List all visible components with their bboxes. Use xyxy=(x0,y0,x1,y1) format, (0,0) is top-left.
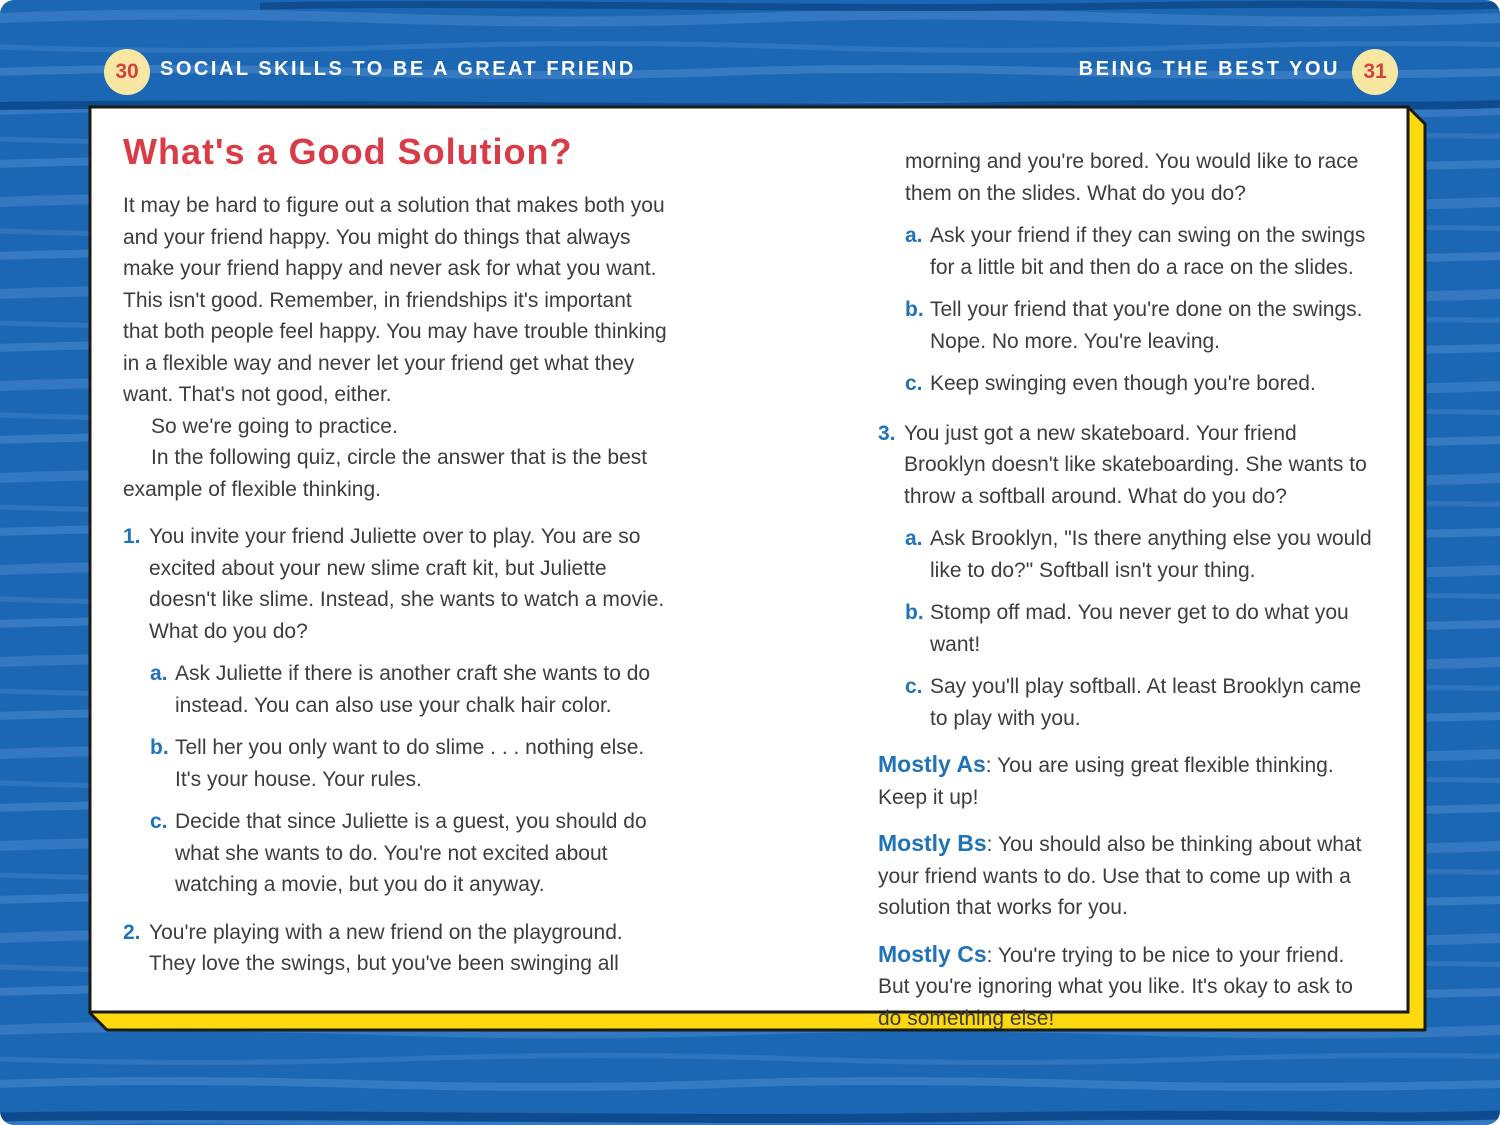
question-2-option-a xyxy=(905,220,1380,283)
question-2-text: You're playing with a new friend on the playground. They love the swings, but you've been swinging all xyxy=(149,920,623,975)
question-1-option-a xyxy=(150,658,671,721)
option-text: Ask Brooklyn, "Is there anything else you would like to do?" Softball isn't your thing. xyxy=(930,527,1372,582)
option-letter: c. xyxy=(905,372,923,395)
option-letter: b. xyxy=(150,736,169,759)
option-letter: a. xyxy=(150,662,168,685)
question-2-continuation: morning and you're bored. You would like to race them on the slides. What do you do? xyxy=(905,150,1359,205)
option-letter: b. xyxy=(905,601,924,624)
result-label-as: Mostly As xyxy=(878,751,986,777)
running-head-left: SOCIAL SKILLS TO BE A GREAT FRIEND xyxy=(160,58,636,80)
option-text: Stomp off mad. You never get to do what you want! xyxy=(930,601,1349,656)
quiz-instruction: In the following quiz, circle the answer that is the best example of flexible thinking. xyxy=(123,446,648,501)
page-number-badge-left xyxy=(104,49,150,95)
right-column xyxy=(878,146,1380,1034)
option-letter: a. xyxy=(905,224,923,247)
intro-paragraph: It may be hard to figure out a solution that makes both you and your friend happy. You might do things that always make your friend happy and never ask for what you want. This isn't good. Remember, in friendships it's important that both people feel happy. You may have trouble thinking in a flexible way and never let your friend get what they want. That's not good, either. xyxy=(123,194,667,406)
result-mostly-cs xyxy=(878,939,1380,1035)
question-3-option-c xyxy=(905,671,1380,734)
result-text-as: : You are using great flexible thinking. Keep it up! xyxy=(878,754,1334,809)
practice-line: So we're going to practice. xyxy=(151,414,398,438)
option-text: Ask your friend if they can swing on the swings for a little bit and then do a race on the slides. xyxy=(930,224,1366,279)
question-1-option-b xyxy=(150,732,671,795)
option-letter: a. xyxy=(905,527,923,550)
option-text: Keep swinging even though you're bored. xyxy=(930,372,1316,395)
question-2 xyxy=(123,917,671,980)
running-head-right: BEING THE BEST YOU xyxy=(1078,58,1340,80)
question-1-option-c xyxy=(150,806,671,901)
result-mostly-as xyxy=(878,749,1380,813)
result-text-bs: : You should also be thinking about what your friend wants to do. Use that to come up with a solution that works for you. xyxy=(878,833,1362,919)
result-label-bs: Mostly Bs xyxy=(878,830,987,856)
question-3 xyxy=(878,418,1380,513)
page-number-left: 30 xyxy=(115,60,139,83)
page-number-badge-right xyxy=(1352,49,1398,95)
option-letter: b. xyxy=(905,298,924,321)
question-1-text: You invite your friend Juliette over to play. You are so excited about your new slime craft kit, but Juliette doesn't like slime. Instead, she wants to watch a movie. What do you do? xyxy=(149,525,665,643)
question-2-option-c xyxy=(905,368,1380,400)
option-text: Decide that since Juliette is a guest, you should do what she wants to do. You're not excited about watching a movie, but you do it anyway. xyxy=(175,810,647,896)
result-mostly-bs xyxy=(878,828,1380,924)
result-text-cs: : You're trying to be nice to your friend. But you're ignoring what you like. It's okay to ask to do something else! xyxy=(878,943,1353,1030)
question-1 xyxy=(123,521,671,647)
option-letter: c. xyxy=(905,675,923,698)
question-3-option-b xyxy=(905,597,1380,660)
page-number-right: 31 xyxy=(1363,60,1387,83)
question-2-option-b xyxy=(905,294,1380,357)
option-text: Ask Juliette if there is another craft she wants to do instead. You can also use your chalk hair color. xyxy=(175,662,651,717)
question-3-option-a xyxy=(905,523,1380,586)
option-text: Say you'll play softball. At least Brooklyn came to play with you. xyxy=(930,675,1362,730)
result-label-cs: Mostly Cs xyxy=(878,940,987,967)
option-text: Tell your friend that you're done on the swings. Nope. No more. You're leaving. xyxy=(930,298,1363,353)
option-text: Tell her you only want to do slime . . . nothing else. It's your house. Your rules. xyxy=(175,736,645,791)
question-3-text: You just got a new skateboard. Your friend Brooklyn doesn't like skateboarding. She wants to throw a softball around. What do you do? xyxy=(904,421,1367,508)
page-title: What's a Good Solution? xyxy=(123,131,573,172)
question-1-number: 1. xyxy=(123,525,141,548)
left-column xyxy=(123,132,671,980)
option-letter: c. xyxy=(150,810,168,833)
question-2-number: 2. xyxy=(123,920,141,944)
question-3-number: 3. xyxy=(878,421,896,445)
